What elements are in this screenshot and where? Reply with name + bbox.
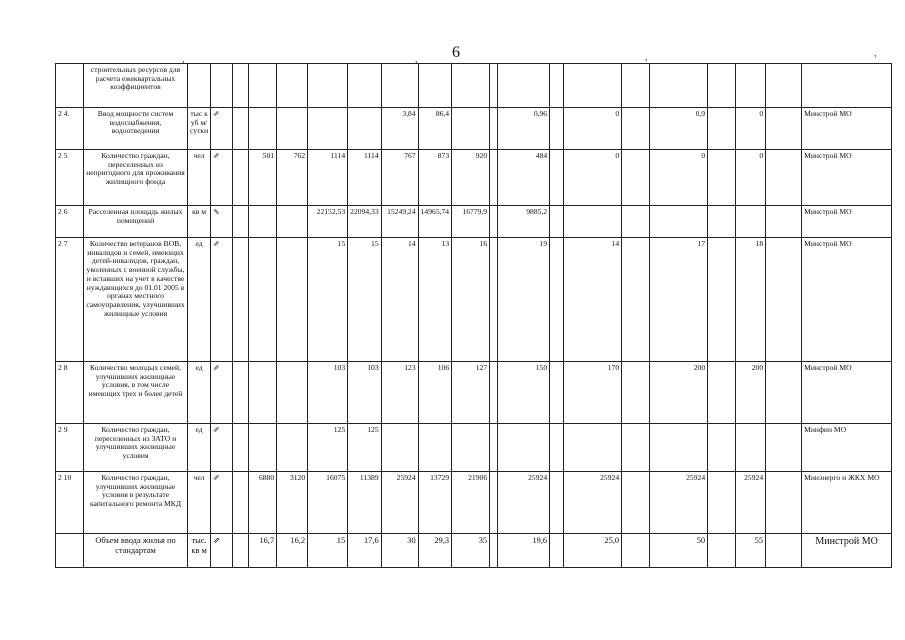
table-row xyxy=(56,108,892,150)
value-cell: 25924 xyxy=(381,472,418,534)
trend-arrow-icon: ⇗ xyxy=(211,472,233,534)
value-cell: 0 xyxy=(564,150,622,206)
value-cell xyxy=(766,150,802,206)
value-cell xyxy=(650,424,708,472)
unit-cell: ед xyxy=(188,238,211,362)
value-cell xyxy=(277,206,308,238)
unit-cell: ед xyxy=(188,362,211,424)
value-cell xyxy=(708,424,736,472)
value-cell xyxy=(766,362,802,424)
value-cell: 0 xyxy=(736,108,766,150)
value-cell: 29,3 xyxy=(418,534,451,568)
row-number-cell: 2 4. xyxy=(56,108,84,150)
agency-cell: Минстрой МО xyxy=(802,108,892,150)
value-cell xyxy=(622,206,650,238)
indicator-name-cell: Количество граждан, переселенных из непригодного для проживания жилищного фонда xyxy=(84,150,188,206)
value-cell xyxy=(233,108,249,150)
trend-arrow-icon: ⇗ xyxy=(211,362,233,424)
page-number: 6 xyxy=(452,44,460,61)
value-cell: 25,0 xyxy=(564,534,622,568)
value-cell xyxy=(490,362,498,424)
value-cell: 17 xyxy=(650,238,708,362)
value-cell xyxy=(381,424,418,472)
value-cell xyxy=(736,206,766,238)
value-cell: 125 xyxy=(348,424,381,472)
table-row xyxy=(56,534,892,568)
value-cell: 16,2 xyxy=(277,534,308,568)
value-cell: 9885,2 xyxy=(498,206,550,238)
table-row xyxy=(56,206,892,238)
table-row xyxy=(56,238,892,362)
value-cell: 0 xyxy=(736,150,766,206)
value-cell xyxy=(490,534,498,568)
value-cell xyxy=(736,64,766,108)
value-cell xyxy=(564,206,622,238)
row-number-cell: 2 7 xyxy=(56,238,84,362)
value-cell xyxy=(348,64,381,108)
value-cell xyxy=(550,534,564,568)
value-cell xyxy=(249,238,277,362)
value-cell: 16,7 xyxy=(249,534,277,568)
value-cell: 35 xyxy=(452,534,490,568)
value-cell xyxy=(490,64,498,108)
value-cell xyxy=(490,472,498,534)
value-cell xyxy=(490,206,498,238)
indicator-name-cell: Количество молодых семей, улучшивших жилищные условия, в том числе имеющих трех и более детей xyxy=(84,362,188,424)
agency-cell: Минстрой МО xyxy=(802,206,892,238)
unit-cell: кв м xyxy=(188,206,211,238)
scan-mark: , xyxy=(182,54,185,65)
value-cell xyxy=(233,238,249,362)
value-cell: 170 xyxy=(564,362,622,424)
value-cell: 0 xyxy=(564,108,622,150)
value-cell: 3,84 xyxy=(381,108,418,150)
row-number-cell xyxy=(56,534,84,568)
value-cell xyxy=(564,424,622,472)
value-cell: 873 xyxy=(418,150,451,206)
agency-cell: Минстрой МО xyxy=(802,362,892,424)
value-cell: 55 xyxy=(736,534,766,568)
unit-cell: тыс к уб м/ сутки xyxy=(188,108,211,150)
indicator-name-cell: Количество ветеранов ВОВ, инвалидов и семей, имеющих детей-инвалидов, граждан, уволенных с военной службы, и вставших на учет в качестве нуждающихся до 01.01 2005 в органах местного самоуправления, улучшивших жилищные условия xyxy=(84,238,188,362)
value-cell: 127 xyxy=(452,362,490,424)
value-cell xyxy=(708,150,736,206)
value-cell xyxy=(766,238,802,362)
agency-cell: Минфин МО xyxy=(802,424,892,472)
unit-cell: тыс. кв м xyxy=(188,534,211,568)
value-cell: 19 xyxy=(498,238,550,362)
value-cell: 15 xyxy=(348,238,381,362)
value-cell xyxy=(498,64,550,108)
value-cell xyxy=(418,64,451,108)
value-cell: 125 xyxy=(308,424,348,472)
value-cell: 16 xyxy=(452,238,490,362)
value-cell: 14 xyxy=(381,238,418,362)
value-cell xyxy=(622,64,650,108)
value-cell xyxy=(418,424,451,472)
value-cell xyxy=(650,64,708,108)
unit-cell: ед xyxy=(188,424,211,472)
value-cell xyxy=(277,362,308,424)
scan-mark: , xyxy=(415,54,418,65)
agency-cell: Минстрой МО xyxy=(802,150,892,206)
value-cell: 0,9 xyxy=(650,108,708,150)
value-cell xyxy=(766,206,802,238)
value-cell xyxy=(452,64,490,108)
trend-arrow-icon: ⇘ xyxy=(211,206,233,238)
value-cell: 14965,74 xyxy=(418,206,451,238)
value-cell xyxy=(233,64,249,108)
value-cell xyxy=(233,424,249,472)
value-cell xyxy=(233,472,249,534)
value-cell xyxy=(550,206,564,238)
unit-cell: чел xyxy=(188,150,211,206)
value-cell xyxy=(550,108,564,150)
value-cell xyxy=(277,64,308,108)
value-cell xyxy=(622,472,650,534)
value-cell xyxy=(708,534,736,568)
value-cell: 13729 xyxy=(418,472,451,534)
value-cell: 200 xyxy=(736,362,766,424)
value-cell xyxy=(490,424,498,472)
value-cell xyxy=(622,238,650,362)
value-cell xyxy=(708,238,736,362)
value-cell xyxy=(708,206,736,238)
value-cell: 25924 xyxy=(736,472,766,534)
value-cell xyxy=(308,108,348,150)
indicator-name-cell: Ввод мощности систем водоснабжения, водоотведения xyxy=(84,108,188,150)
value-cell: 16075 xyxy=(308,472,348,534)
value-cell xyxy=(622,424,650,472)
value-cell xyxy=(550,64,564,108)
value-cell: 14 xyxy=(564,238,622,362)
scan-mark: , xyxy=(645,52,648,63)
table-row xyxy=(56,424,892,472)
value-cell: 21906 xyxy=(452,472,490,534)
value-cell xyxy=(249,64,277,108)
value-cell: 501 xyxy=(249,150,277,206)
value-cell xyxy=(490,238,498,362)
value-cell xyxy=(766,64,802,108)
value-cell xyxy=(550,472,564,534)
agency-cell xyxy=(802,64,892,108)
unit-cell: чел xyxy=(188,472,211,534)
value-cell: 25924 xyxy=(564,472,622,534)
value-cell: 0 xyxy=(650,150,708,206)
value-cell xyxy=(708,362,736,424)
value-cell xyxy=(277,238,308,362)
value-cell: 762 xyxy=(277,150,308,206)
value-cell: 767 xyxy=(381,150,418,206)
value-cell xyxy=(452,424,490,472)
value-cell: 15 xyxy=(308,238,348,362)
value-cell: 19,6 xyxy=(498,534,550,568)
value-cell xyxy=(498,424,550,472)
agency-cell: Минстрой МО xyxy=(802,534,892,568)
value-cell xyxy=(277,424,308,472)
value-cell: 6880 xyxy=(249,472,277,534)
indicator-name-cell: Объем ввода жилья по стандартам xyxy=(84,534,188,568)
value-cell xyxy=(708,108,736,150)
value-cell xyxy=(622,362,650,424)
value-cell xyxy=(766,108,802,150)
value-cell xyxy=(766,424,802,472)
row-number-cell: 2 8 xyxy=(56,362,84,424)
trend-arrow-icon: ⇗ xyxy=(211,534,233,568)
value-cell: 15 xyxy=(308,534,348,568)
value-cell: 484 xyxy=(498,150,550,206)
unit-cell xyxy=(188,64,211,108)
trend-arrow-icon: ⇗ xyxy=(211,424,233,472)
value-cell xyxy=(550,424,564,472)
value-cell xyxy=(277,108,308,150)
scan-mark: , xyxy=(874,48,877,59)
value-cell xyxy=(249,424,277,472)
value-cell: 18 xyxy=(736,238,766,362)
value-cell xyxy=(550,150,564,206)
value-cell xyxy=(490,108,498,150)
value-cell: 16779,9 xyxy=(452,206,490,238)
value-cell xyxy=(249,108,277,150)
row-number-cell xyxy=(56,64,84,108)
value-cell: 30 xyxy=(381,534,418,568)
row-number-cell: 2 9 xyxy=(56,424,84,472)
value-cell: 3120 xyxy=(277,472,308,534)
value-cell xyxy=(233,362,249,424)
agency-cell: Минэнерго и ЖКХ МО xyxy=(802,472,892,534)
value-cell xyxy=(622,150,650,206)
value-cell xyxy=(381,64,418,108)
indicator-name-cell: Расселенная площадь жилых помещений xyxy=(84,206,188,238)
row-number-cell: 2 6 xyxy=(56,206,84,238)
value-cell xyxy=(348,108,381,150)
value-cell xyxy=(564,64,622,108)
value-cell: 200 xyxy=(650,362,708,424)
value-cell xyxy=(452,108,490,150)
value-cell: 86,4 xyxy=(418,108,451,150)
value-cell xyxy=(249,362,277,424)
value-cell: 150 xyxy=(498,362,550,424)
value-cell xyxy=(766,534,802,568)
row-number-cell: 2 10 xyxy=(56,472,84,534)
value-cell: 106 xyxy=(418,362,451,424)
indicators-table xyxy=(55,63,892,568)
value-cell xyxy=(308,64,348,108)
row-number-cell: 2 5 xyxy=(56,150,84,206)
value-cell: 103 xyxy=(348,362,381,424)
value-cell xyxy=(766,472,802,534)
indicator-name-cell: строительных ресурсов для расчета ежеквартальных коэффициентов xyxy=(84,64,188,108)
value-cell: 11389 xyxy=(348,472,381,534)
value-cell: 15249,24 xyxy=(381,206,418,238)
table-row xyxy=(56,362,892,424)
value-cell: 25924 xyxy=(650,472,708,534)
value-cell: 1114 xyxy=(348,150,381,206)
indicator-name-cell: Количество граждан, переселенных из ЗАТО и улучшивших жилищные условия xyxy=(84,424,188,472)
trend-arrow-icon: ⇗ xyxy=(211,238,233,362)
value-cell: 103 xyxy=(308,362,348,424)
value-cell: 13 xyxy=(418,238,451,362)
trend-arrow-icon: ⇗ xyxy=(211,150,233,206)
value-cell xyxy=(622,534,650,568)
table-row xyxy=(56,64,892,108)
value-cell xyxy=(736,424,766,472)
value-cell xyxy=(233,206,249,238)
value-cell xyxy=(708,472,736,534)
value-cell xyxy=(550,362,564,424)
value-cell xyxy=(490,150,498,206)
value-cell: 920 xyxy=(452,150,490,206)
value-cell: 22152,53 xyxy=(308,206,348,238)
value-cell xyxy=(233,534,249,568)
value-cell xyxy=(233,150,249,206)
value-cell: 1114 xyxy=(308,150,348,206)
table-row xyxy=(56,150,892,206)
value-cell xyxy=(708,64,736,108)
agency-cell: Минстрой МО xyxy=(802,238,892,362)
value-cell: 50 xyxy=(650,534,708,568)
trend-arrow-icon xyxy=(211,64,233,108)
trend-arrow-icon: ⇗ xyxy=(211,108,233,150)
value-cell xyxy=(249,206,277,238)
value-cell xyxy=(650,206,708,238)
value-cell: 17,6 xyxy=(348,534,381,568)
value-cell: 22094,33 xyxy=(348,206,381,238)
value-cell: 0,96 xyxy=(498,108,550,150)
value-cell xyxy=(550,238,564,362)
table-row xyxy=(56,472,892,534)
value-cell: 123 xyxy=(381,362,418,424)
value-cell xyxy=(622,108,650,150)
value-cell: 25924 xyxy=(498,472,550,534)
indicator-name-cell: Количество граждан, улучшивших жилищные условия в результате капитального ремонта МКД xyxy=(84,472,188,534)
